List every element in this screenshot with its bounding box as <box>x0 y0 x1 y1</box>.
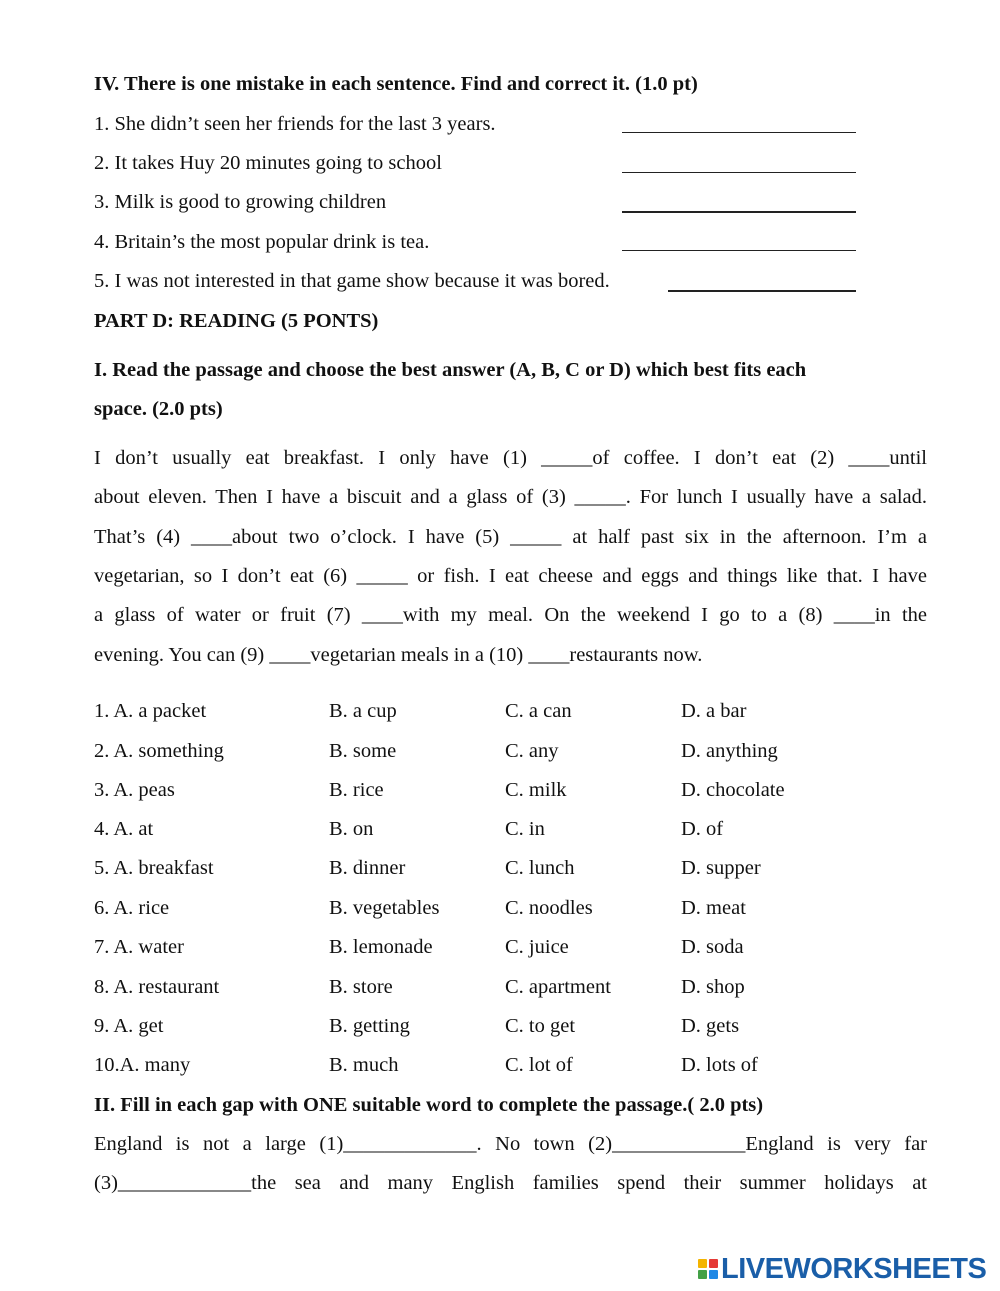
logo-square <box>709 1270 718 1279</box>
passage-line: That’s (4) ____about two o’clock. I have (5) _____ at half past six in the afternoon. I’m a <box>94 526 927 548</box>
section-ii-heading: II. Fill in each gap with ONE suitable word to complete the passage.( 2.0 pts) <box>94 1094 764 1116</box>
option-c[interactable]: C. milk <box>505 779 567 801</box>
option-a[interactable]: 10.A. many <box>94 1054 191 1076</box>
passage-line: evening. You can (9) ____vegetarian meals in a (10) ____restaurants now. <box>94 644 703 666</box>
option-d[interactable]: D. supper <box>681 857 761 879</box>
option-a[interactable]: 6. A. rice <box>94 897 170 919</box>
option-c[interactable]: C. in <box>505 818 545 840</box>
error-sentence: 1. She didn’t seen her friends for the last 3 years. <box>94 113 496 135</box>
passage-line: I don’t usually eat breakfast. I only have (1) _____of coffee. I don’t eat (2) ____until <box>94 447 927 469</box>
option-b[interactable]: B. store <box>329 976 393 998</box>
option-b[interactable]: B. rice <box>329 779 384 801</box>
passage-line: a glass of water or fruit (7) ____with my meal. On the weekend I go to a (8) ____in the <box>94 604 927 626</box>
option-c[interactable]: C. lunch <box>505 857 575 879</box>
option-d[interactable]: D. meat <box>681 897 746 919</box>
error-sentence: 4. Britain’s the most popular drink is tea. <box>94 231 430 253</box>
option-c[interactable]: C. any <box>505 740 559 762</box>
logo-square <box>709 1259 718 1268</box>
option-b[interactable]: B. lemonade <box>329 936 433 958</box>
option-b[interactable]: B. on <box>329 818 374 840</box>
option-b[interactable]: B. dinner <box>329 857 406 879</box>
option-a[interactable]: 4. A. at <box>94 818 154 840</box>
option-b[interactable]: B. vegetables <box>329 897 440 919</box>
passage-line: about eleven. Then I have a biscuit and a glass of (3) _____. For lunch I usually have a salad. <box>94 486 927 508</box>
answer-line-5[interactable] <box>668 290 856 292</box>
passage-line: vegetarian, so I don’t eat (6) _____ or fish. I eat cheese and eggs and things like that. I have <box>94 565 927 587</box>
option-a[interactable]: 8. A. restaurant <box>94 976 220 998</box>
section-iv-heading: IV. There is one mistake in each sentence. Find and correct it. (1.0 pt) <box>94 73 698 95</box>
liveworksheets-logo <box>698 1253 986 1285</box>
error-sentence: 2. It takes Huy 20 minutes going to school <box>94 152 442 174</box>
option-a[interactable]: 5. A. breakfast <box>94 857 214 879</box>
answer-line-2[interactable] <box>622 172 856 173</box>
answer-line-3[interactable] <box>622 211 856 213</box>
logo-icon <box>698 1259 718 1279</box>
option-c[interactable]: C. noodles <box>505 897 593 919</box>
logo-square <box>698 1259 707 1268</box>
option-d[interactable]: D. gets <box>681 1015 740 1037</box>
option-d[interactable]: D. lots of <box>681 1054 758 1076</box>
option-d[interactable]: D. anything <box>681 740 778 762</box>
option-d[interactable]: D. chocolate <box>681 779 785 801</box>
option-d[interactable]: D. a bar <box>681 700 747 722</box>
logo-square <box>698 1270 707 1279</box>
option-c[interactable]: C. apartment <box>505 976 611 998</box>
option-c[interactable]: C. lot of <box>505 1054 573 1076</box>
option-d[interactable]: D. soda <box>681 936 744 958</box>
error-sentence: 5. I was not interested in that game show because it was bored. <box>94 270 610 292</box>
option-c[interactable]: C. juice <box>505 936 569 958</box>
part-d-heading: PART D: READING (5 PONTS) <box>94 310 379 332</box>
option-d[interactable]: D. of <box>681 818 724 840</box>
option-b[interactable]: B. getting <box>329 1015 410 1037</box>
option-a[interactable]: 7. A. water <box>94 936 184 958</box>
option-b[interactable]: B. a cup <box>329 700 397 722</box>
section-i-heading: I. Read the passage and choose the best answer (A, B, C or D) which best fits each <box>94 359 807 381</box>
option-b[interactable]: B. much <box>329 1054 399 1076</box>
option-b[interactable]: B. some <box>329 740 397 762</box>
option-c[interactable]: C. to get <box>505 1015 576 1037</box>
passage-line: England is not a large (1)_____________. No town (2)_____________England is very far <box>94 1133 927 1155</box>
option-d[interactable]: D. shop <box>681 976 745 998</box>
option-a[interactable]: 9. A. get <box>94 1015 164 1037</box>
option-a[interactable]: 1. A. a packet <box>94 700 207 722</box>
error-sentence: 3. Milk is good to growing children <box>94 191 387 213</box>
answer-line-4[interactable] <box>622 250 856 251</box>
option-a[interactable]: 3. A. peas <box>94 779 175 801</box>
option-c[interactable]: C. a can <box>505 700 572 722</box>
option-a[interactable]: 2. A. something <box>94 740 224 762</box>
passage-line: (3)_____________the sea and many English families spend their summer holidays at <box>94 1172 927 1194</box>
answer-line-1[interactable] <box>622 132 856 133</box>
section-i-heading-cont: space. (2.0 pts) <box>94 398 223 420</box>
logo-text: LIVEWORKSHEETS <box>721 1252 987 1285</box>
